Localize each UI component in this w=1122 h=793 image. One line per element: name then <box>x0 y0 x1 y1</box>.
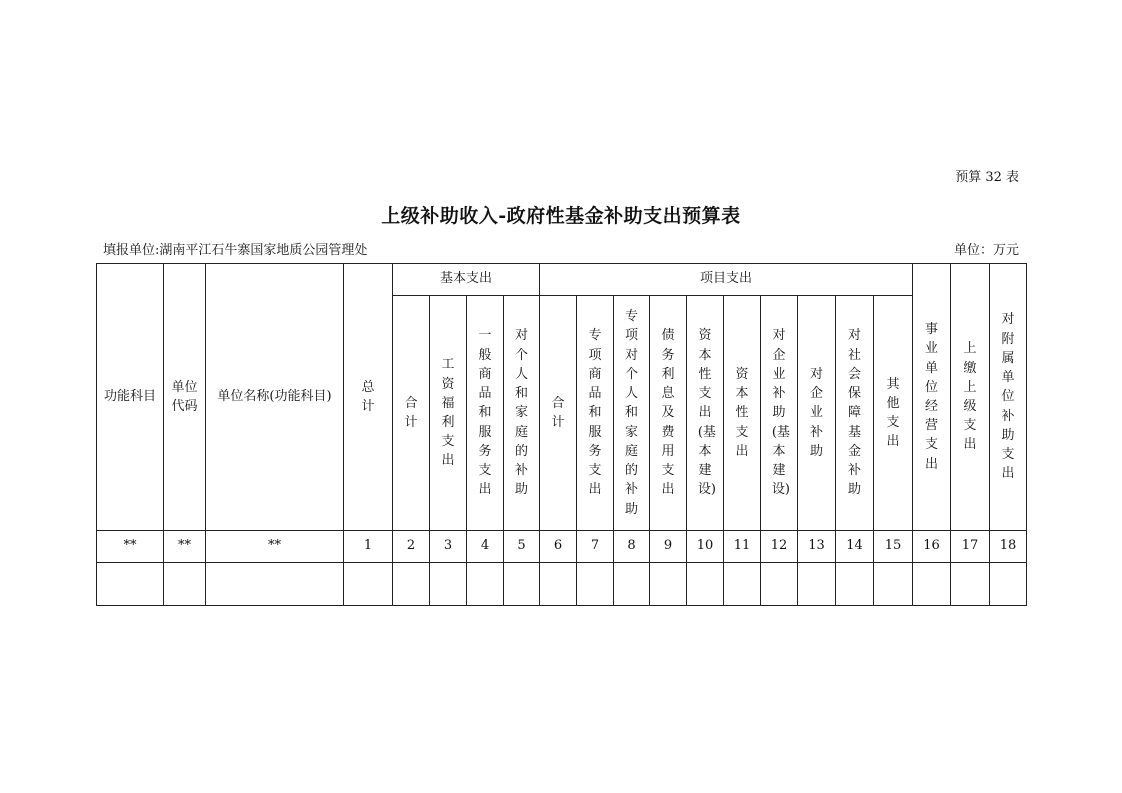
header-unit-name: 单位名称(功能科目) <box>206 264 344 531</box>
column-number-cell: 17 <box>951 531 990 563</box>
data-cell <box>430 563 467 606</box>
column-number-cell: 18 <box>990 531 1027 563</box>
data-row <box>97 563 1027 606</box>
data-cell <box>467 563 504 606</box>
data-cell <box>393 563 430 606</box>
data-cell <box>761 563 798 606</box>
column-number-cell: 8 <box>614 531 650 563</box>
header-project-group: 项目支出 <box>540 264 913 296</box>
column-number-cell: 10 <box>687 531 724 563</box>
data-cell <box>344 563 393 606</box>
header-upper-payment: 上缴上级支出 <box>951 264 990 531</box>
header-func-subject: 功能科目 <box>97 264 164 531</box>
header-project-capital-basic: 资本性支出(基本建设) <box>687 296 724 531</box>
column-number-cell: ** <box>206 531 344 563</box>
header-basic-goods: 一般商品和服务支出 <box>467 296 504 531</box>
data-cell <box>990 563 1027 606</box>
page-title: 上级补助收入-政府性基金补助支出预算表 <box>381 205 741 227</box>
header-project-social-fund: 对社会保障基金补助 <box>836 296 874 531</box>
header-unit-code: 单位代码 <box>164 264 206 531</box>
data-cell <box>798 563 836 606</box>
header-basic-wages: 工资福利支出 <box>430 296 467 531</box>
header-project-enterprise-basic: 对企业补助(基本建设) <box>761 296 798 531</box>
column-number-cell: 14 <box>836 531 874 563</box>
header-project-goods: 专项商品和服务支出 <box>577 296 614 531</box>
data-cell <box>504 563 540 606</box>
header-total: 总计 <box>344 264 393 531</box>
data-cell <box>874 563 913 606</box>
data-cell <box>951 563 990 606</box>
column-number-cell: 13 <box>798 531 836 563</box>
header-project-enterprise: 对企业补助 <box>798 296 836 531</box>
header-operating: 事业单位经营支出 <box>913 264 951 531</box>
header-project-personal: 专项对个人和家庭的补助 <box>614 296 650 531</box>
column-number-cell: 2 <box>393 531 430 563</box>
column-number-cell: 1 <box>344 531 393 563</box>
column-number-cell: 7 <box>577 531 614 563</box>
column-number-cell: ** <box>97 531 164 563</box>
header-affiliated: 对附属单位补助支出 <box>990 264 1027 531</box>
column-number-row <box>97 531 1027 563</box>
column-number-cell: ** <box>164 531 206 563</box>
filling-unit: 填报单位:湖南平江石牛寨国家地质公园管理处 <box>103 243 368 258</box>
data-cell <box>206 563 344 606</box>
data-cell <box>724 563 761 606</box>
data-cell <box>836 563 874 606</box>
header-project-capital: 资本性支出 <box>724 296 761 531</box>
data-cell <box>913 563 951 606</box>
column-number-cell: 16 <box>913 531 951 563</box>
data-cell <box>614 563 650 606</box>
form-number: 预算 32 表 <box>955 170 1019 185</box>
data-cell <box>687 563 724 606</box>
header-project-debt: 债务利息及费用支出 <box>650 296 687 531</box>
column-number-cell: 9 <box>650 531 687 563</box>
column-number-cell: 3 <box>430 531 467 563</box>
header-basic-group: 基本支出 <box>393 264 540 296</box>
data-cell <box>164 563 206 606</box>
header-project-subtotal: 合计 <box>540 296 577 531</box>
column-number-cell: 4 <box>467 531 504 563</box>
currency-unit: 单位：万元 <box>953 243 1019 258</box>
header-project-other: 其他支出 <box>874 296 913 531</box>
data-cell <box>540 563 577 606</box>
column-number-cell: 6 <box>540 531 577 563</box>
budget-table <box>96 263 1027 606</box>
data-cell <box>650 563 687 606</box>
column-number-cell: 15 <box>874 531 913 563</box>
column-number-cell: 12 <box>761 531 798 563</box>
column-number-cell: 11 <box>724 531 761 563</box>
data-cell <box>97 563 164 606</box>
header-basic-subtotal: 合计 <box>393 296 430 531</box>
header-basic-personal: 对个人和家庭的补助 <box>504 296 540 531</box>
data-cell <box>577 563 614 606</box>
column-number-cell: 5 <box>504 531 540 563</box>
